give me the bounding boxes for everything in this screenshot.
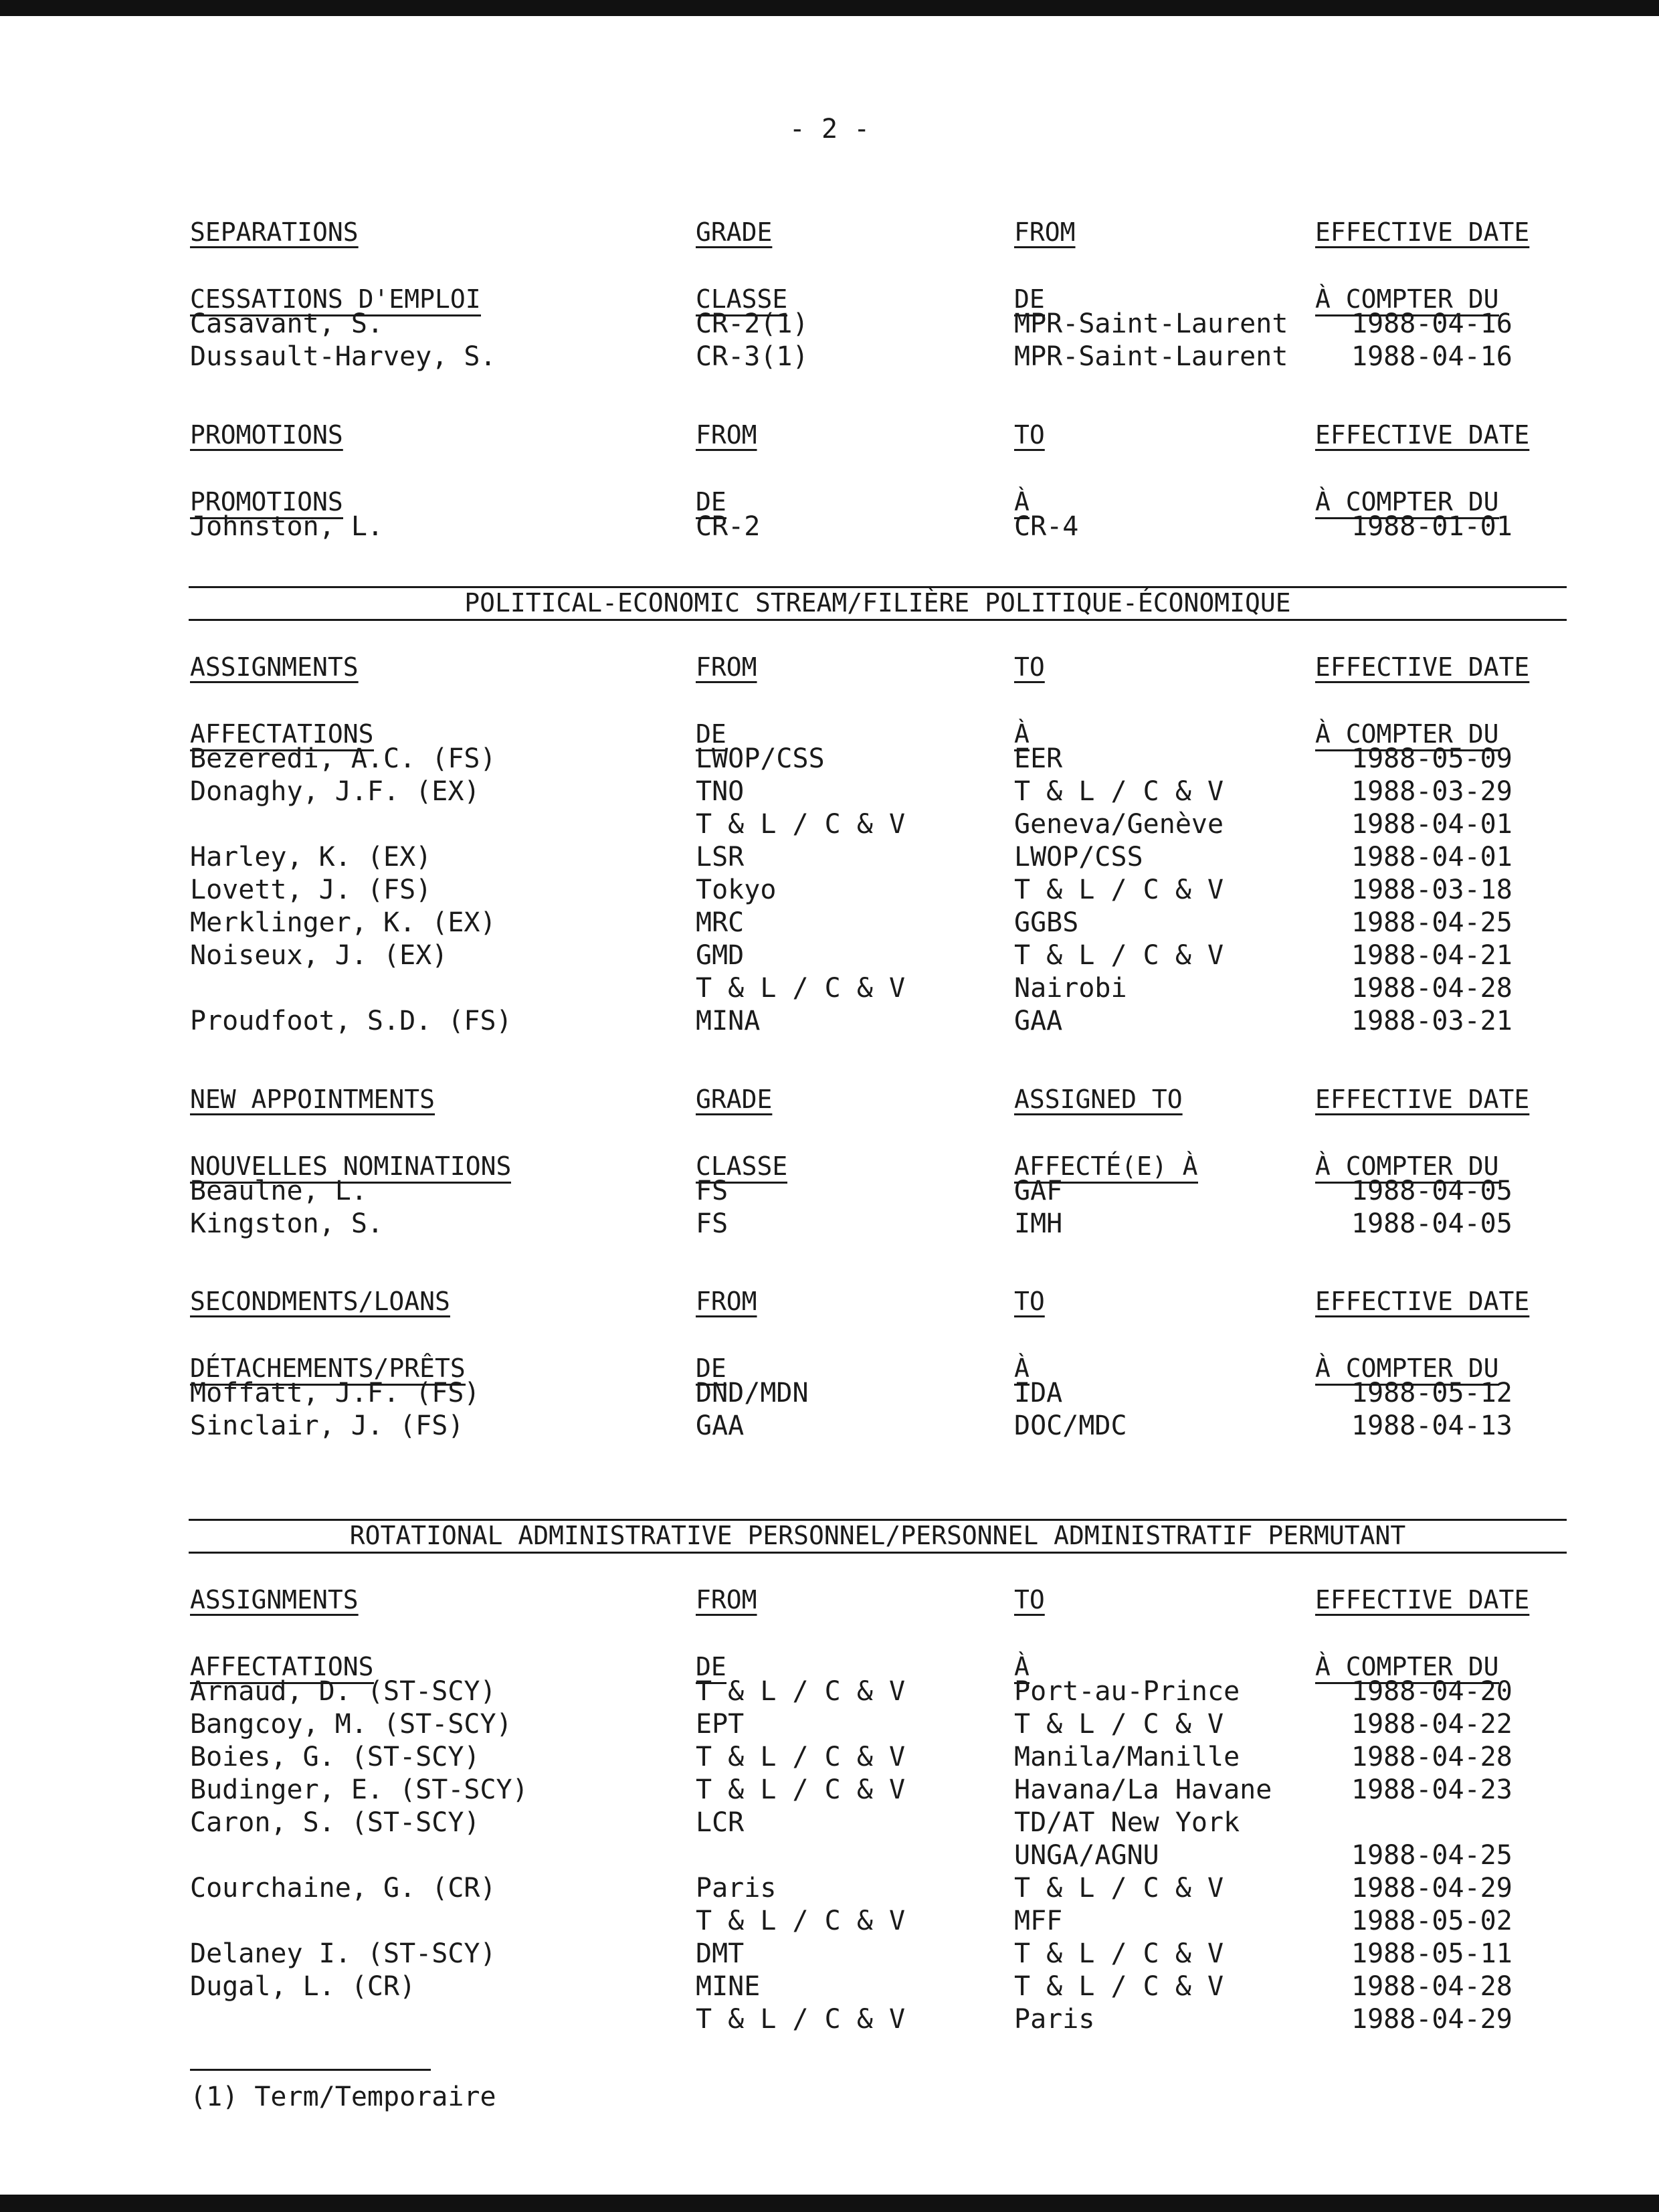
- from-cell: T & L / C & V: [696, 1676, 906, 1707]
- section-rap-assignments: [187, 1583, 1565, 2036]
- column-header-en: EFFECTIVE DATE: [1315, 1085, 1530, 1114]
- table-row: [187, 972, 1565, 1005]
- from-cell: Paris: [696, 1873, 777, 1904]
- column-header-en: TO: [1014, 1287, 1045, 1316]
- section-promotions: [187, 418, 1565, 543]
- column-header: [190, 1285, 466, 1386]
- name-cell: Arnaud, D. (ST-SCY): [190, 1676, 496, 1707]
- column-header-fr: À COMPTER DU: [1315, 1151, 1499, 1184]
- column-header-fr: À COMPTER DU: [1315, 486, 1499, 519]
- column-header-fr: DÉTACHEMENTS/PRÊTS: [190, 1353, 466, 1386]
- section-header: [187, 1583, 1565, 1681]
- date-cell: 1988-04-05: [1351, 1176, 1512, 1206]
- column-header-en: TO: [1014, 652, 1045, 682]
- name-cell: Moffatt, J.F. (FS): [190, 1378, 480, 1408]
- column-header-en: FROM: [696, 1287, 757, 1316]
- section-rows: [187, 1175, 1565, 1240]
- date-cell: 1988-04-29: [1351, 1873, 1512, 1904]
- column-header-fr: AFFECTATIONS: [190, 719, 374, 751]
- name-cell: Caron, S. (ST-SCY): [190, 1807, 480, 1838]
- date-cell: 1988-04-28: [1351, 973, 1512, 1004]
- to-cell: IDA: [1014, 1378, 1063, 1408]
- column-header-en: TO: [1014, 420, 1045, 450]
- stream-heading-rotational-admin: ROTATIONAL ADMINISTRATIVE PERSONNEL/PERSONNEL ADMINISTRATIF PERMUTANT: [189, 1519, 1567, 1554]
- table-row: [187, 1175, 1565, 1208]
- name-cell: Beaulne, L.: [190, 1176, 367, 1206]
- column-header-fr: AFFECTÉ(E) À: [1014, 1151, 1198, 1184]
- to-cell: Geneva/Genève: [1014, 809, 1224, 840]
- from-cell: CR-2(1): [696, 308, 809, 339]
- to-cell: GAF: [1014, 1176, 1063, 1206]
- table-row: [187, 1377, 1565, 1410]
- column-header: [1315, 650, 1529, 751]
- date-cell: 1988-05-11: [1351, 1938, 1512, 1969]
- from-cell: LSR: [696, 842, 745, 872]
- table-row: [187, 308, 1565, 341]
- section-header: [187, 1083, 1565, 1181]
- from-cell: T & L / C & V: [696, 809, 906, 840]
- name-cell: Dugal, L. (CR): [190, 1971, 416, 2002]
- table-row: [187, 1208, 1565, 1240]
- from-cell: MINE: [696, 1971, 761, 2002]
- column-header: [1315, 1583, 1529, 1684]
- column-header-en: EFFECTIVE DATE: [1315, 420, 1530, 450]
- column-header-en: PROMOTIONS: [190, 420, 343, 450]
- from-cell: MINA: [696, 1006, 761, 1036]
- name-cell: Sinclair, J. (FS): [190, 1410, 464, 1441]
- column-header-fr: À: [1014, 1353, 1030, 1386]
- column-header-en: EFFECTIVE DATE: [1315, 1287, 1530, 1316]
- column-header: [1014, 418, 1045, 519]
- name-cell: Proudfoot, S.D. (FS): [190, 1006, 512, 1036]
- name-cell: Budinger, E. (ST-SCY): [190, 1774, 528, 1805]
- column-header: [1014, 215, 1076, 316]
- column-header-en: ASSIGNMENTS: [190, 652, 359, 682]
- from-cell: T & L / C & V: [696, 973, 906, 1004]
- column-header: [696, 1083, 787, 1184]
- section-new-appointments: [187, 1083, 1565, 1240]
- column-header-en: ASSIGNED TO: [1014, 1085, 1183, 1114]
- table-row: [187, 1807, 1565, 1839]
- column-header: [696, 215, 787, 316]
- date-cell: 1988-04-01: [1351, 809, 1512, 840]
- column-header: [696, 1285, 757, 1386]
- column-header-en: FROM: [696, 652, 757, 682]
- to-cell: TD/AT New York: [1014, 1807, 1240, 1838]
- section-rows: [187, 1675, 1565, 2036]
- from-cell: CR-2: [696, 511, 761, 542]
- name-cell: Noiseux, J. (EX): [190, 940, 448, 971]
- date-cell: 1988-04-20: [1351, 1676, 1512, 1707]
- to-cell: T & L / C & V: [1014, 776, 1224, 807]
- to-cell: CR-4: [1014, 511, 1079, 542]
- name-cell: Harley, K. (EX): [190, 842, 432, 872]
- from-cell: MRC: [696, 907, 745, 938]
- to-cell: EER: [1014, 743, 1063, 774]
- column-header-en: NEW APPOINTMENTS: [190, 1085, 435, 1114]
- column-header: [696, 650, 757, 751]
- column-header: [1014, 1583, 1045, 1684]
- to-cell: MFF: [1014, 1906, 1063, 1936]
- column-header: [696, 418, 757, 519]
- section-pe-assignments: [187, 650, 1565, 1038]
- column-header: [1315, 1083, 1529, 1184]
- column-header-en: EFFECTIVE DATE: [1315, 652, 1530, 682]
- table-row: [187, 1970, 1565, 2003]
- column-header-fr: CESSATIONS D'EMPLOI: [190, 284, 481, 316]
- column-header: [190, 1083, 511, 1184]
- table-row: [187, 1774, 1565, 1807]
- column-header: [190, 418, 343, 519]
- date-cell: 1988-01-01: [1351, 511, 1512, 542]
- date-cell: 1988-04-13: [1351, 1410, 1512, 1441]
- name-cell: Casavant, S.: [190, 308, 383, 339]
- table-row: [187, 1005, 1565, 1038]
- table-row: [187, 1741, 1565, 1774]
- column-header-en: EFFECTIVE DATE: [1315, 1585, 1530, 1615]
- section-secondments: [187, 1285, 1565, 1443]
- table-row: [187, 1905, 1565, 1938]
- to-cell: UNGA/AGNU: [1014, 1840, 1159, 1871]
- to-cell: Havana/La Havane: [1014, 1774, 1272, 1805]
- from-cell: EPT: [696, 1709, 745, 1740]
- column-header-fr: À COMPTER DU: [1315, 1651, 1499, 1684]
- column-header-en: FROM: [696, 1585, 757, 1615]
- column-header: [1315, 1285, 1529, 1386]
- table-row: [187, 341, 1565, 373]
- column-header: [1315, 215, 1529, 316]
- date-cell: 1988-04-05: [1351, 1208, 1512, 1239]
- to-cell: GAA: [1014, 1006, 1063, 1036]
- date-cell: 1988-05-12: [1351, 1378, 1512, 1408]
- column-header-fr: DE: [1014, 284, 1045, 316]
- from-cell: DMT: [696, 1938, 745, 1969]
- column-header: [190, 215, 481, 316]
- to-cell: T & L / C & V: [1014, 874, 1224, 905]
- to-cell: DOC/MDC: [1014, 1410, 1127, 1441]
- from-cell: T & L / C & V: [696, 1774, 906, 1805]
- column-header-en: EFFECTIVE DATE: [1315, 217, 1530, 247]
- name-cell: Dussault-Harvey, S.: [190, 341, 496, 372]
- table-row: [187, 808, 1565, 841]
- to-cell: Manila/Manille: [1014, 1742, 1240, 1772]
- table-row: [187, 1839, 1565, 1872]
- date-cell: 1988-04-21: [1351, 940, 1512, 971]
- date-cell: 1988-04-16: [1351, 341, 1512, 372]
- name-cell: Johnston, L.: [190, 511, 383, 542]
- page-number: - 2 -: [789, 114, 870, 145]
- date-cell: 1988-04-23: [1351, 1774, 1512, 1805]
- to-cell: MPR-Saint-Laurent: [1014, 308, 1288, 339]
- date-cell: 1988-04-29: [1351, 2004, 1512, 2035]
- name-cell: Bangcoy, M. (ST-SCY): [190, 1709, 512, 1740]
- scan-top-border: [0, 0, 1659, 16]
- to-cell: T & L / C & V: [1014, 940, 1224, 971]
- column-header-en: FROM: [696, 420, 757, 450]
- table-row: [187, 775, 1565, 808]
- table-row: [187, 874, 1565, 907]
- column-header: [1014, 650, 1045, 751]
- name-cell: Delaney I. (ST-SCY): [190, 1938, 496, 1969]
- footnote-rule: [190, 2069, 431, 2071]
- column-header-en: ASSIGNMENTS: [190, 1585, 359, 1615]
- column-header: [1014, 1083, 1198, 1184]
- from-cell: TNO: [696, 776, 745, 807]
- column-header-fr: DE: [696, 1353, 726, 1386]
- name-cell: Kingston, S.: [190, 1208, 383, 1239]
- column-header-en: TO: [1014, 1585, 1045, 1615]
- to-cell: MPR-Saint-Laurent: [1014, 341, 1288, 372]
- from-cell: Tokyo: [696, 874, 777, 905]
- column-header-fr: DE: [696, 719, 726, 751]
- name-cell: Merklinger, K. (EX): [190, 907, 496, 938]
- column-header-en: GRADE: [696, 217, 773, 247]
- to-cell: LWOP/CSS: [1014, 842, 1143, 872]
- table-row: [187, 939, 1565, 972]
- column-header-en: SEPARATIONS: [190, 217, 359, 247]
- date-cell: 1988-04-28: [1351, 1742, 1512, 1772]
- column-header-fr: À COMPTER DU: [1315, 284, 1499, 316]
- section-rows: [187, 511, 1565, 543]
- column-header-fr: À COMPTER DU: [1315, 1353, 1499, 1386]
- to-cell: IMH: [1014, 1208, 1063, 1239]
- column-header-fr: CLASSE: [696, 284, 787, 316]
- column-header-en: FROM: [1014, 217, 1076, 247]
- scan-bottom-border: [0, 2195, 1659, 2212]
- to-cell: T & L / C & V: [1014, 1709, 1224, 1740]
- date-cell: 1988-03-29: [1351, 776, 1512, 807]
- column-header-en: GRADE: [696, 1085, 773, 1114]
- name-cell: Donaghy, J.F. (EX): [190, 776, 480, 807]
- date-cell: 1988-04-25: [1351, 1840, 1512, 1871]
- date-cell: 1988-04-22: [1351, 1709, 1512, 1740]
- date-cell: 1988-05-09: [1351, 743, 1512, 774]
- column-header-fr: AFFECTATIONS: [190, 1651, 374, 1684]
- table-row: [187, 1938, 1565, 1970]
- table-row: [187, 1410, 1565, 1443]
- date-cell: 1988-05-02: [1351, 1906, 1512, 1936]
- section-header: [187, 1285, 1565, 1383]
- date-cell: 1988-04-16: [1351, 308, 1512, 339]
- to-cell: T & L / C & V: [1014, 1873, 1224, 1904]
- from-cell: T & L / C & V: [696, 2004, 906, 2035]
- from-cell: GAA: [696, 1410, 745, 1441]
- from-cell: CR-3(1): [696, 341, 809, 372]
- table-row: [187, 1708, 1565, 1741]
- name-cell: Courchaine, G. (CR): [190, 1873, 496, 1904]
- column-header: [696, 1583, 757, 1684]
- to-cell: Port-au-Prince: [1014, 1676, 1240, 1707]
- from-cell: FS: [696, 1176, 728, 1206]
- table-row: [187, 511, 1565, 543]
- section-rows: [187, 743, 1565, 1038]
- column-header-fr: À: [1014, 719, 1030, 751]
- from-cell: LWOP/CSS: [696, 743, 825, 774]
- date-cell: 1988-03-21: [1351, 1006, 1512, 1036]
- date-cell: 1988-04-25: [1351, 907, 1512, 938]
- name-cell: Boies, G. (ST-SCY): [190, 1742, 480, 1772]
- column-header-fr: DE: [696, 1651, 726, 1684]
- section-rows: [187, 1377, 1565, 1443]
- table-row: [187, 1872, 1565, 1905]
- footnote: (1) Term/Temporaire: [190, 2082, 496, 2112]
- column-header-en: SECONDMENTS/LOANS: [190, 1287, 450, 1316]
- table-row: [187, 1675, 1565, 1708]
- table-row: [187, 2003, 1565, 2036]
- table-row: [187, 841, 1565, 874]
- from-cell: FS: [696, 1208, 728, 1239]
- column-header-fr: PROMOTIONS: [190, 486, 343, 519]
- column-header: [190, 1583, 374, 1684]
- date-cell: 1988-03-18: [1351, 874, 1512, 905]
- from-cell: LCR: [696, 1807, 745, 1838]
- date-cell: 1988-04-28: [1351, 1971, 1512, 2002]
- table-row: [187, 743, 1565, 775]
- column-header-fr: À COMPTER DU: [1315, 719, 1499, 751]
- column-header-fr: À: [1014, 1651, 1030, 1684]
- column-header: [1014, 1285, 1045, 1386]
- column-header-fr: NOUVELLES NOMINATIONS: [190, 1151, 511, 1184]
- section-header: [187, 418, 1565, 517]
- section-header: [187, 215, 1565, 314]
- name-cell: Lovett, J. (FS): [190, 874, 432, 905]
- section-rows: [187, 308, 1565, 373]
- from-cell: DND/MDN: [696, 1378, 809, 1408]
- name-cell: Bezeredi, A.C. (FS): [190, 743, 496, 774]
- stream-heading-political-economic: POLITICAL-ECONOMIC STREAM/FILIÈRE POLITIQUE-ÉCONOMIQUE: [189, 586, 1567, 621]
- section-header: [187, 650, 1565, 749]
- from-cell: T & L / C & V: [696, 1906, 906, 1936]
- to-cell: Nairobi: [1014, 973, 1127, 1004]
- from-cell: T & L / C & V: [696, 1742, 906, 1772]
- column-header-fr: À: [1014, 486, 1030, 519]
- to-cell: Paris: [1014, 2004, 1095, 2035]
- table-row: [187, 907, 1565, 939]
- section-separations: [187, 215, 1565, 373]
- to-cell: T & L / C & V: [1014, 1971, 1224, 2002]
- from-cell: GMD: [696, 940, 745, 971]
- column-header-fr: CLASSE: [696, 1151, 787, 1184]
- to-cell: T & L / C & V: [1014, 1938, 1224, 1969]
- to-cell: GGBS: [1014, 907, 1079, 938]
- column-header: [1315, 418, 1529, 519]
- column-header-fr: DE: [696, 486, 726, 519]
- column-header: [190, 650, 374, 751]
- date-cell: 1988-04-01: [1351, 842, 1512, 872]
